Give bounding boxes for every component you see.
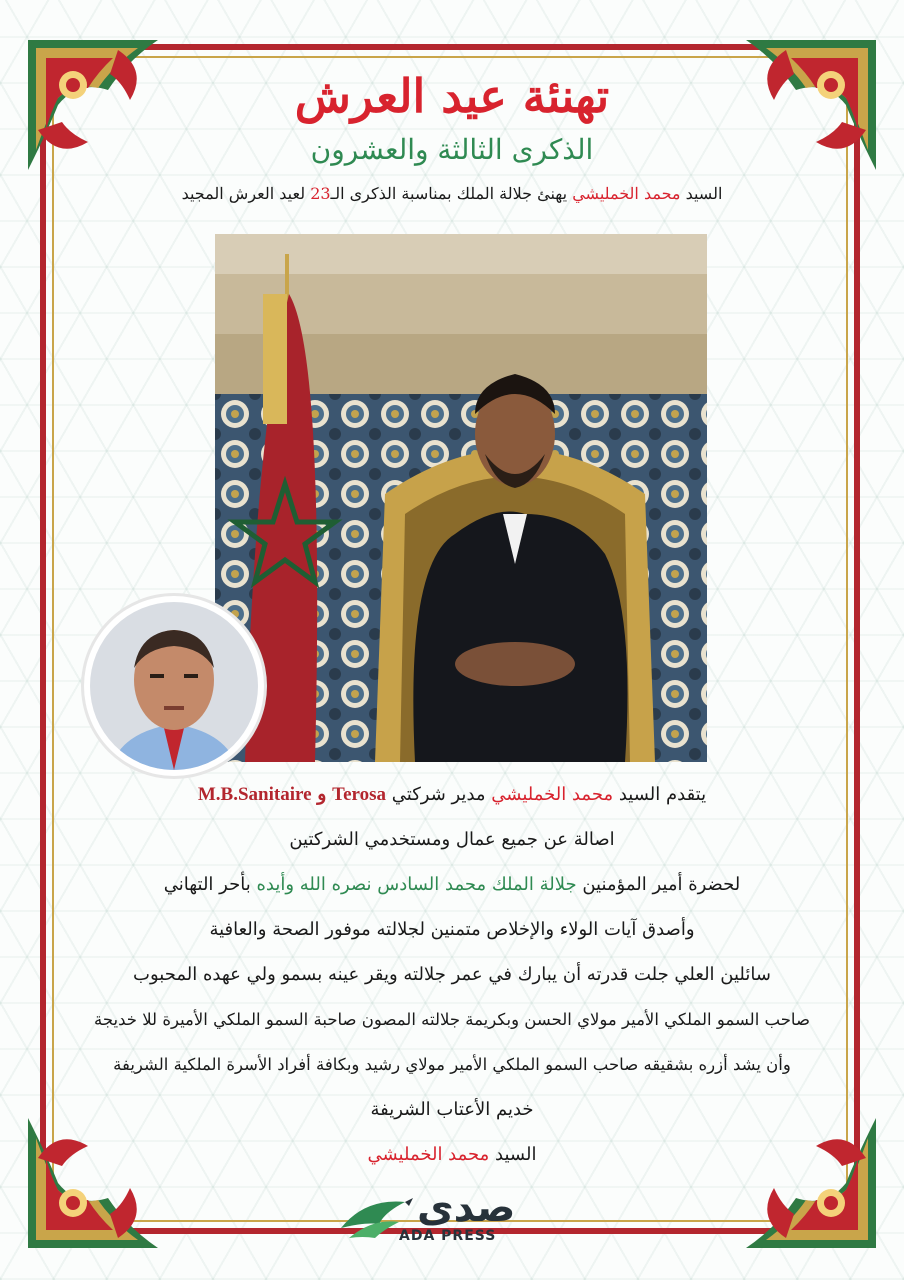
- message-line-3: [70, 862, 834, 907]
- message-line-6: صاحب السمو الملكي الأمير مولاي الحسن وبكريمة جلالته المصون صاحبة السمو الملكي الأميرة للا خديجة: [94, 1010, 810, 1029]
- signature-prefix: السيد: [495, 1144, 537, 1165]
- message-line-2: اصالة عن جميع عمال ومستخدمي الشركتين: [289, 829, 615, 850]
- line1-and: و: [317, 784, 327, 805]
- signature-name: محمد الخمليشي: [367, 1144, 490, 1165]
- company-name-1: M.B.Sanitaire: [197, 784, 312, 805]
- avatar-photo: [90, 602, 258, 770]
- line3-king: جلالة الملك محمد السادس نصره الله وأيده: [256, 874, 577, 895]
- logo-arabic: صدى: [417, 1185, 516, 1231]
- line1-name: محمد الخمليشي: [491, 784, 614, 805]
- headline-rest: يهنئ جلالة الملك بمناسبة الذكرى الـ: [330, 184, 568, 203]
- card-subtitle: الذكرى الثالثة والعشرون: [310, 133, 594, 166]
- message-line-8: خديم الأعتاب الشريفة: [370, 1099, 534, 1120]
- card-title: تهنئة عيد العرش: [294, 69, 610, 123]
- line3-text-a: لحضرة أمير المؤمنين: [582, 874, 741, 895]
- line1-text-b: مدير شركتي: [391, 784, 486, 805]
- line3-text-b: بأحر التهاني: [163, 874, 251, 895]
- sada-press-logo: [335, 1185, 575, 1254]
- sender-avatar: [84, 596, 264, 776]
- message-line-7: وأن يشد أزره بشقيقه صاحب السمو الملكي الأمير مولاي رشيد وبكافة أفراد الأسرة الملكية الشريفة: [113, 1055, 791, 1074]
- message-body: [70, 772, 834, 1177]
- message-line-5: سائلين العلي جلت قدرته أن يبارك في عمر جلالته ويقر عينه بسمو ولي عهده المحبوب: [133, 964, 771, 985]
- king-portrait: [215, 234, 707, 762]
- message-line-1: [70, 772, 834, 817]
- headline-suffix: لعيد العرش المجيد: [181, 184, 306, 203]
- line1-text-a: يتقدم السيد: [618, 784, 707, 805]
- headline-name: محمد الخمليشي: [572, 184, 681, 203]
- logo-english: ADA PRESS: [399, 1228, 497, 1244]
- headline: [150, 178, 754, 210]
- message-line-4: وأصدق آيات الولاء والإخلاص متمنين لجلالته موفور الصحة والعافية: [209, 919, 695, 940]
- headline-prefix: السيد: [685, 184, 723, 203]
- headline-number: 23: [310, 184, 331, 203]
- signature-line: [70, 1132, 834, 1177]
- company-name-2: Terosa: [332, 784, 387, 805]
